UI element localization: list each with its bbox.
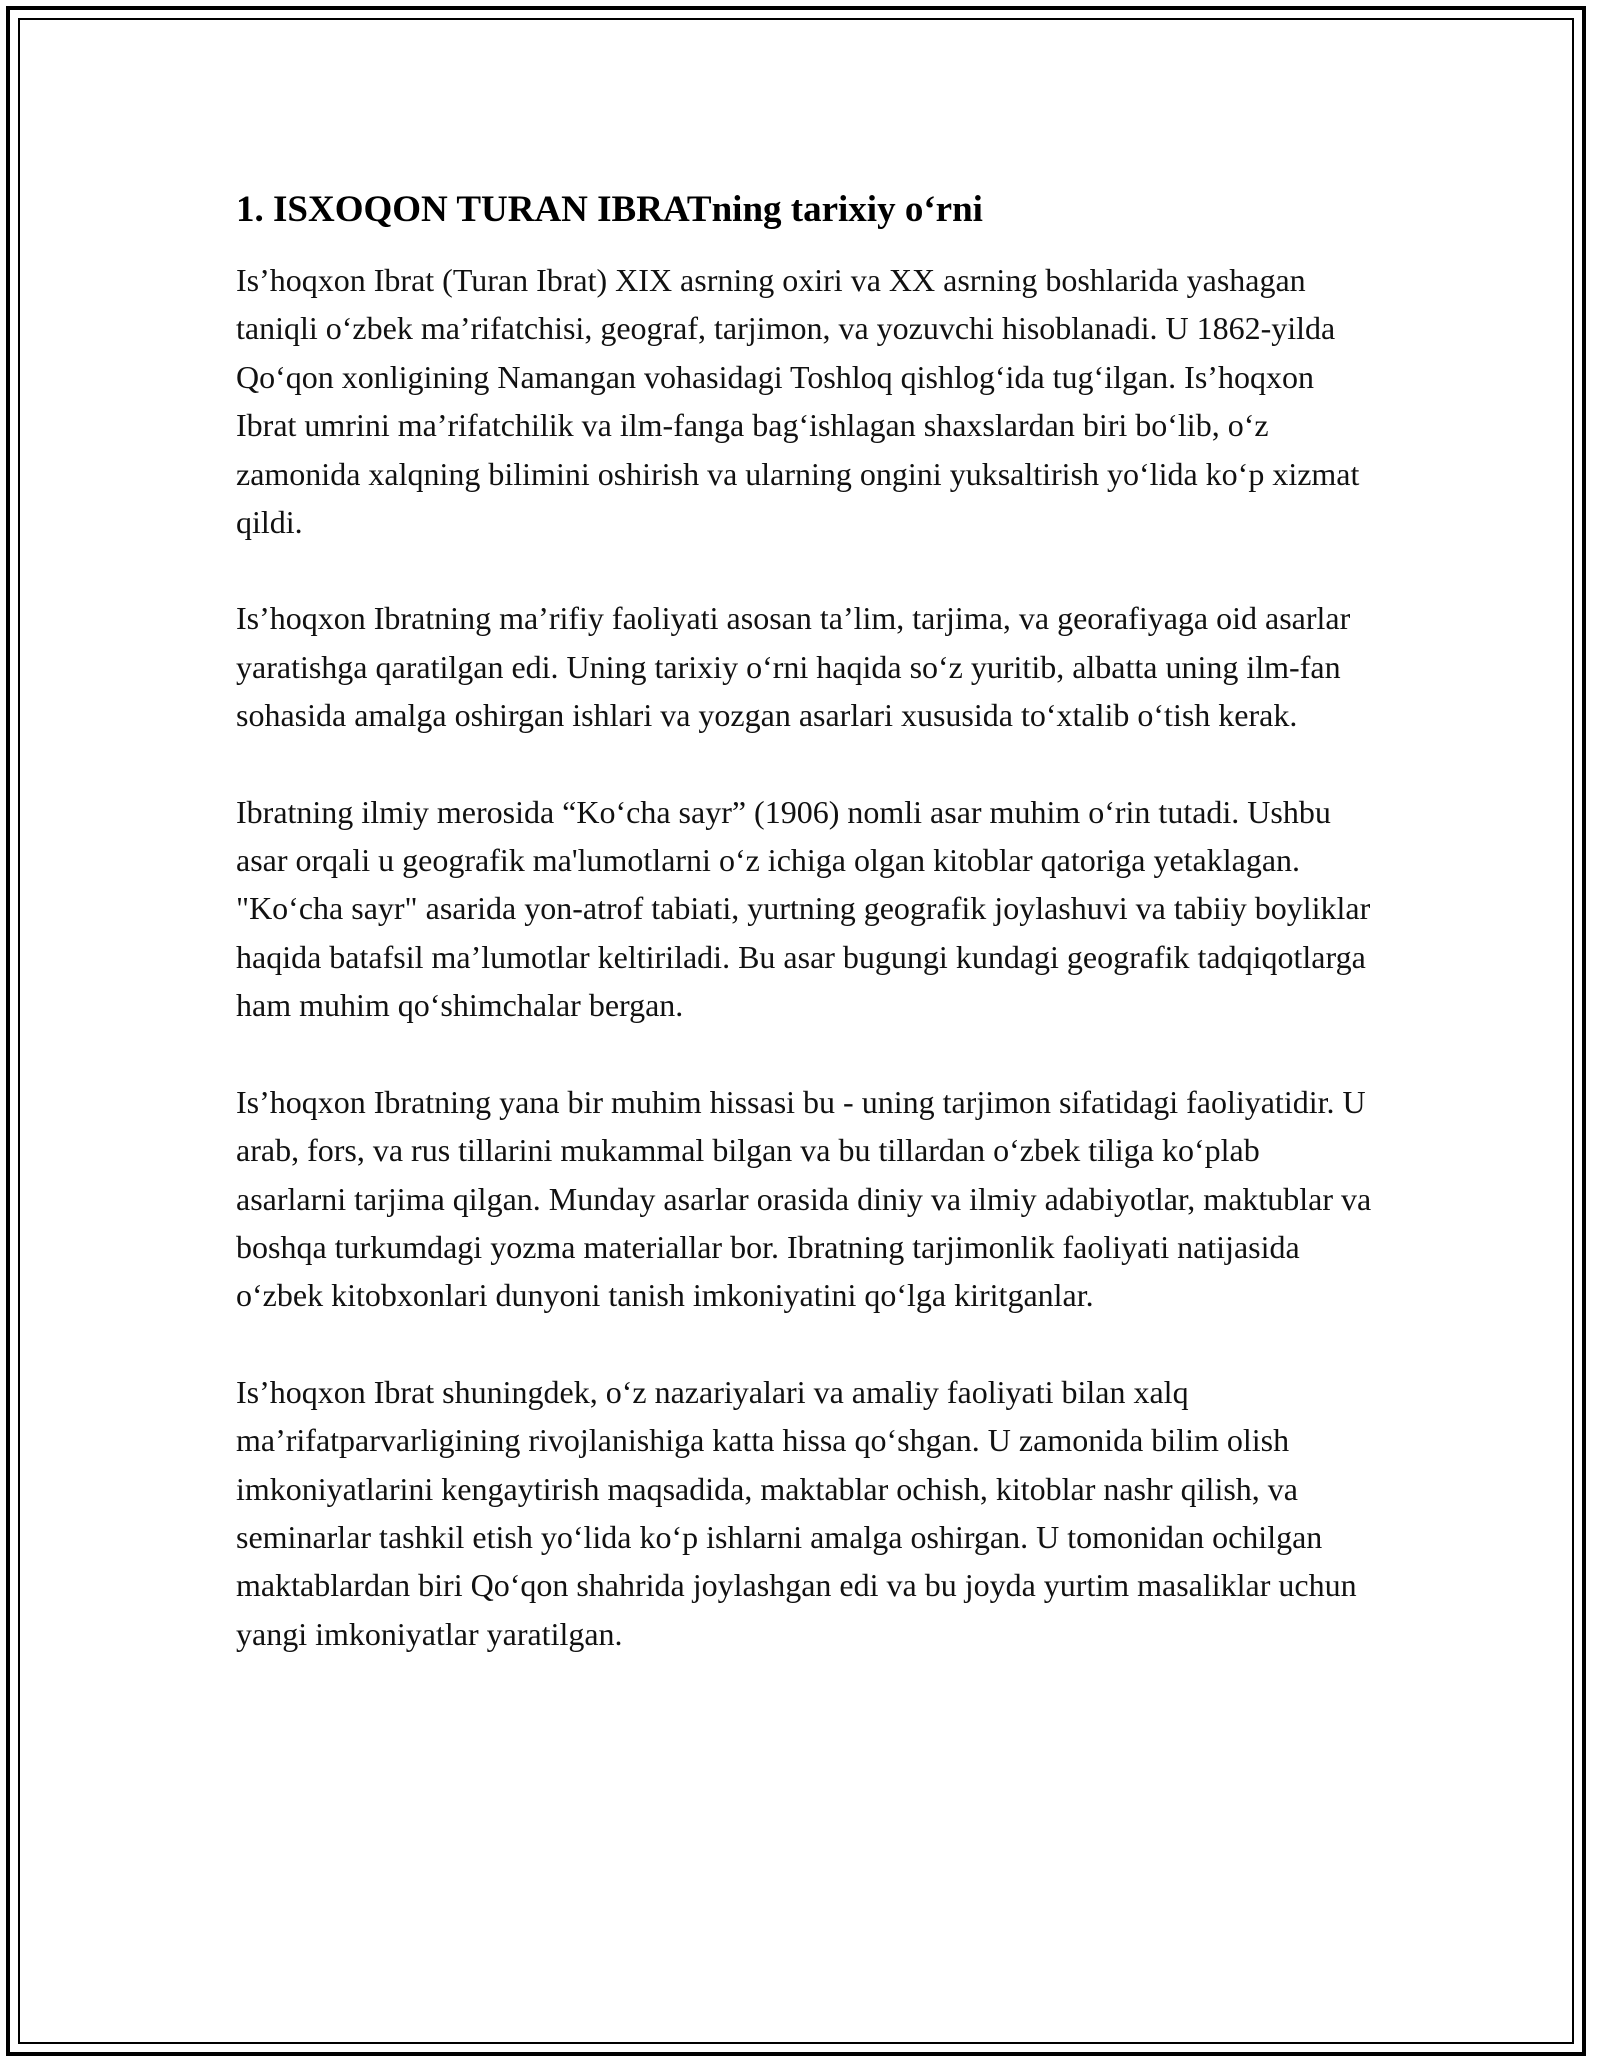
paragraph-3: Ibratning ilmiy merosida “Ko‘cha sayr” (1906) nomli asar muhim o‘rin tutadi. Ushbu asar orqali u geografik ma'lumotlarni o‘z ichiga olgan kitoblar qatoriga yetaklagan. "Ko‘cha sayr" asarida yon-atrof tabiati, yurtning geografik joylashuvi va tabiiy boyliklar haqida batafsil ma’lumotlar keltiriladi. Bu asar bugungi kundagi geografik tadqiqotlarga ham muhim qo‘shimchalar bergan. — [236, 793, 1371, 1024]
paragraph-4: Is’hoqxon Ibratning yana bir muhim hissasi bu - uning tarjimon sifatidagi faoliyatidir. U arab, fors, va rus tillarini mukammal bilgan va bu tillardan o‘zbek tiliga ko‘plab asarlarni tarjima qilgan. Munday asarlar orasida diniy va ilmiy adabiyotlar, maktublar va boshqa turkumdagi yozma materiallar bor. Ibratning tarjimonlik faoliyati natijasida o‘zbek kitobxonlari dunyoni tanish imkoniyatini qo‘lga kiritganlar. — [236, 1083, 1372, 1314]
document-body — [236, 186, 1376, 1658]
paragraph-2: Is’hoqxon Ibratning ma’rifiy faoliyati asosan ta’lim, tarjima, va georafiyaga oid asarlar yaratishga qaratilgan edi. Uning tarixiy o‘rni haqida so‘z yuritib, albatta uning ilm-fan sohasida amalga oshirgan ishlari va yozgan asarlari xususida to‘xtalib o‘tish kerak. — [236, 600, 1351, 734]
paragraph-1: Is’hoqxon Ibrat (Turan Ibrat) XIX asrning oxiri va XX asrning boshlarida yashagan taniqli o‘zbek ma’rifatchisi, geograf, tarjimon, va yozuvchi hisoblanadi. U 1862-yilda Qo‘qon xonligining Namangan vohasidagi Toshloq qishlog‘ida tug‘ilgan. Is’hoqxon Ibrat umrini ma’rifatchilik va ilm-fanga bag‘ishlagan shaxslardan biri bo‘lib, o‘z zamonida xalqning bilimini oshirish va ularning ongini yuksaltirish yo‘lida ko‘p xizmat qildi. — [236, 262, 1360, 541]
section-heading: 1. ISXOQON TURAN IBRATning tarixiy o‘rni — [236, 189, 983, 230]
paragraph-5: Is’hoqxon Ibrat shuningdek, o‘z nazariyalari va amaliy faoliyati bilan xalq ma’rifatparvarligining rivojlanishiga katta hissa qo‘shgan. U zamonida bilim olish imkoniyatlarini kengaytirish maqsadida, maktablar ochish, kitoblar nashr qilish, va seminarlar tashkil etish yo‘lida ko‘p ishlarni amalga oshirgan. U tomonidan ochilgan maktablardan biri Qo‘qon shahrida joylashgan edi va bu joyda yurtim masaliklar uchun yangi imkoniyatlar yaratilgan. — [236, 1373, 1357, 1652]
